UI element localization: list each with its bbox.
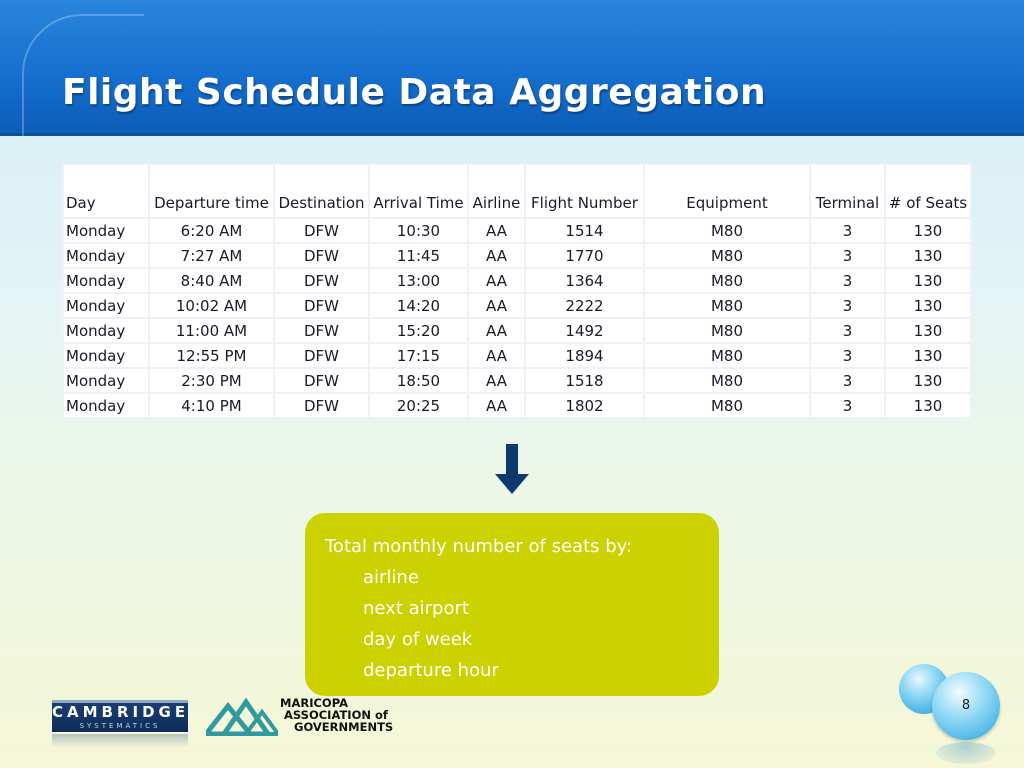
table-row (63, 218, 971, 243)
table-cell: DFW (274, 368, 369, 393)
cambridge-systematics-logo (52, 700, 188, 752)
header-arrival-time: Arrival Time (369, 164, 468, 218)
table-cell: DFW (274, 293, 369, 318)
table-cell: Monday (63, 268, 149, 293)
header-day: Day (63, 164, 149, 218)
maricopa-logo-line2: ASSOCIATION of (284, 708, 388, 722)
cambridge-logo-name: CAMBRIDGE (52, 703, 190, 721)
table-cell: Monday (63, 293, 149, 318)
table-row (63, 368, 971, 393)
table-cell: 6:20 AM (149, 218, 274, 243)
header-equipment: Equipment (644, 164, 810, 218)
table-cell: AA (468, 293, 525, 318)
table-cell: DFW (274, 218, 369, 243)
table-cell: AA (468, 318, 525, 343)
flight-schedule-table (62, 163, 972, 419)
table-cell: 1514 (525, 218, 644, 243)
table-row (63, 393, 971, 418)
table-cell: 20:25 (369, 393, 468, 418)
table-cell: 130 (885, 268, 971, 293)
table-cell: Monday (63, 218, 149, 243)
table-cell: 3 (810, 368, 885, 393)
table-cell: 2:30 PM (149, 368, 274, 393)
table-cell: 2222 (525, 293, 644, 318)
header-number-of-seats: # of Seats (885, 164, 971, 218)
page-number: 8 (961, 698, 971, 713)
table-cell: 10:30 (369, 218, 468, 243)
aggregation-callout (305, 513, 719, 696)
table-cell: 11:45 (369, 243, 468, 268)
table-cell: 1802 (525, 393, 644, 418)
table-row (63, 318, 971, 343)
table-cell: 3 (810, 343, 885, 368)
table-cell: Monday (63, 318, 149, 343)
table-cell: M80 (644, 243, 810, 268)
maricopa-logo-line3: GOVERNMENTS (294, 720, 394, 734)
table-cell: 18:50 (369, 368, 468, 393)
table-cell: 1364 (525, 268, 644, 293)
table-cell: M80 (644, 318, 810, 343)
header-departure-time: Departure time (149, 164, 274, 218)
table-cell: AA (468, 393, 525, 418)
table-cell: 11:00 AM (149, 318, 274, 343)
header-destination: Destination (274, 164, 369, 218)
slide-title: Flight Schedule Data Aggregation (62, 72, 767, 113)
table-cell: M80 (644, 268, 810, 293)
table-cell: Monday (63, 243, 149, 268)
table-cell: AA (468, 368, 525, 393)
maricopa-logo-text (280, 697, 393, 733)
cambridge-logo-sub: SYSTEMATICS (79, 722, 161, 730)
table-cell: 10:02 AM (149, 293, 274, 318)
table-cell: M80 (644, 343, 810, 368)
bubble-reflection (936, 742, 996, 764)
table-cell: 1894 (525, 343, 644, 368)
table-cell: 1770 (525, 243, 644, 268)
table-cell: 130 (885, 368, 971, 393)
table-cell: 3 (810, 318, 885, 343)
title-bar (0, 0, 1024, 136)
table-cell: Monday (63, 343, 149, 368)
table-cell: M80 (644, 218, 810, 243)
maricopa-logo-line1: MARICOPA (280, 696, 348, 710)
table-cell: 8:40 AM (149, 268, 274, 293)
table-body (63, 218, 971, 418)
table-cell: AA (468, 218, 525, 243)
table-row (63, 243, 971, 268)
table-cell: 130 (885, 218, 971, 243)
table-row (63, 293, 971, 318)
table-cell: 3 (810, 268, 885, 293)
table-cell: 7:27 AM (149, 243, 274, 268)
table-cell: M80 (644, 393, 810, 418)
table-cell: 130 (885, 343, 971, 368)
table-cell: M80 (644, 368, 810, 393)
down-arrow-icon (495, 444, 529, 496)
table-cell: M80 (644, 293, 810, 318)
table-cell: AA (468, 243, 525, 268)
table-cell: AA (468, 343, 525, 368)
table-cell: 3 (810, 293, 885, 318)
callout-item-next-airport: next airport (363, 598, 469, 619)
callout-item-departure-hour: departure hour (363, 660, 499, 681)
table-cell: 14:20 (369, 293, 468, 318)
table-row (63, 268, 971, 293)
table-cell: 3 (810, 243, 885, 268)
callout-heading: Total monthly number of seats by: (325, 536, 633, 557)
table-cell: 130 (885, 318, 971, 343)
callout-item-airline: airline (363, 567, 419, 588)
table-header-row (63, 164, 971, 218)
table-cell: DFW (274, 393, 369, 418)
table-cell: DFW (274, 343, 369, 368)
table-cell: DFW (274, 268, 369, 293)
table-cell: 15:20 (369, 318, 468, 343)
table-cell: DFW (274, 243, 369, 268)
table-cell: 3 (810, 218, 885, 243)
table-cell: AA (468, 268, 525, 293)
table-cell: 17:15 (369, 343, 468, 368)
header-airline: Airline (468, 164, 525, 218)
table-row (63, 343, 971, 368)
table-cell: 3 (810, 393, 885, 418)
table-cell: 130 (885, 393, 971, 418)
table-cell: 13:00 (369, 268, 468, 293)
maricopa-association-logo (206, 696, 426, 740)
table-cell: 12:55 PM (149, 343, 274, 368)
mountains-icon (206, 696, 278, 736)
header-terminal: Terminal (810, 164, 885, 218)
header-flight-number: Flight Number (525, 164, 644, 218)
table-cell: 1518 (525, 368, 644, 393)
table-cell: 130 (885, 293, 971, 318)
cambridge-logo-reflection (52, 734, 188, 748)
table-cell: DFW (274, 318, 369, 343)
callout-item-day-of-week: day of week (363, 629, 473, 650)
table-cell: 130 (885, 243, 971, 268)
table-cell: Monday (63, 393, 149, 418)
table-cell: 4:10 PM (149, 393, 274, 418)
table-cell: Monday (63, 368, 149, 393)
table-cell: 1492 (525, 318, 644, 343)
